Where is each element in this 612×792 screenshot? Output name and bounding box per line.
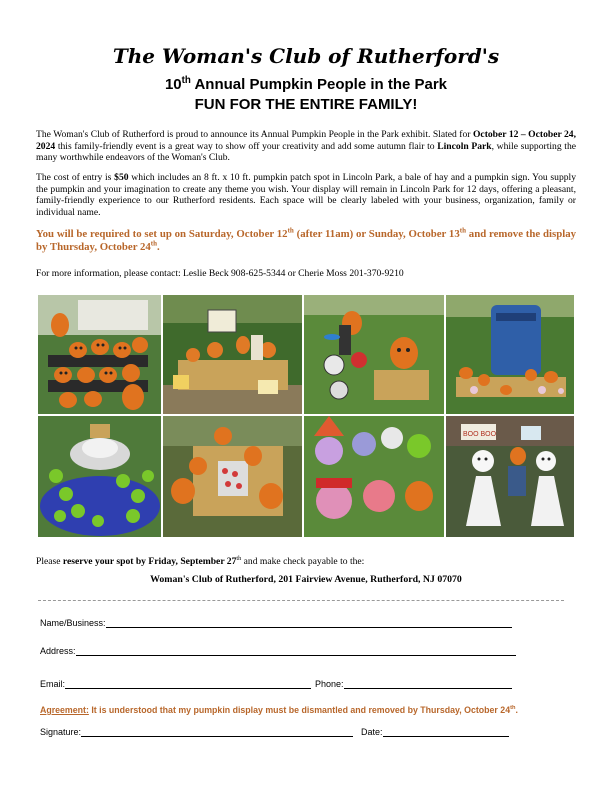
name-business-row [40, 618, 512, 628]
address-row [40, 646, 516, 656]
photo-pumpkin-faces-on-benches [37, 294, 162, 415]
contact-info: For more information, please contact: Leslie Beck 908-625-5344 or Cherie Moss 201-370-9210 [36, 268, 404, 279]
cut-line-divider [38, 600, 564, 601]
phone-field[interactable] [344, 679, 512, 689]
date-label: Date: [361, 727, 383, 737]
photo-pumpkin-drummer [303, 294, 445, 415]
payable-address: Woman's Club of Rutherford, 201 Fairview Avenue, Rutherford, NJ 07070 [150, 574, 462, 585]
signature-date-row [40, 727, 509, 737]
address-field[interactable] [76, 646, 516, 656]
name-business-field[interactable] [106, 618, 512, 628]
email-phone-row [40, 679, 512, 689]
photo-collage [37, 294, 575, 538]
email-label: Email: [40, 679, 66, 689]
photo-pumpkin-candy-display [162, 415, 303, 538]
photo-pumpkin-mailbox [445, 294, 575, 415]
address-label: Address: [40, 646, 76, 656]
photo-painted-pumpkin-characters [303, 415, 445, 538]
intro-paragraph: The Woman's Club of Rutherford is proud to announce its Annual Pumpkin People in the Park exhibit. Slated for October 12 – October 24, 2024 this family-friendly event is a great way to show off your creativity and add some autumn flair to Lincoln Park, while supporting the many worthwhile endeavors of the Woman's Club. [36, 129, 577, 163]
boo-sign: BOO BOO [463, 431, 497, 438]
setup-paragraph: You will be required to set up on Saturday, October 12th (after 11am) or Sunday, October 13th and remove the display by Thursday, October 24th. [36, 226, 577, 253]
name-business-label: Name/Business: [40, 618, 106, 628]
reserve-deadline: Please reserve your spot by Friday, September 27th and make check payable to the: [36, 554, 365, 567]
signature-label: Signature: [40, 727, 82, 737]
photo-pumpkin-ghosts [445, 415, 575, 538]
email-field[interactable] [65, 679, 311, 689]
signature-field[interactable] [81, 727, 353, 737]
date-field[interactable] [383, 727, 509, 737]
event-title: 10th Annual Pumpkin People in the Park [164, 75, 448, 93]
cost-paragraph: The cost of entry is $50 which includes an 8 ft. x 10 ft. pumpkin patch spot in Lincoln Park, a bale of hay and a pumpkin sign. You supply the pumpkin and your imagination to create any theme you wish. Your display will remain in Lincoln Park for 12 days, offering a pleasant, family-friendly experience to our Rutherford residents. Each space will be clearly labeled with your business, organization, family or individual name. [36, 172, 576, 218]
photo-alien-pumpkins-ufo [37, 415, 162, 538]
event-tagline: FUN FOR THE ENTIRE FAMILY! [194, 96, 418, 113]
agreement-statement: Agreement: It is understood that my pumpkin display must be dismantled and removed by Thursday, October 24th. [40, 705, 518, 715]
phone-label: Phone: [315, 679, 344, 689]
photo-pumpkin-scene-on-hay [162, 294, 303, 415]
club-title: The Woman's Club of Rutherford's [112, 44, 500, 68]
